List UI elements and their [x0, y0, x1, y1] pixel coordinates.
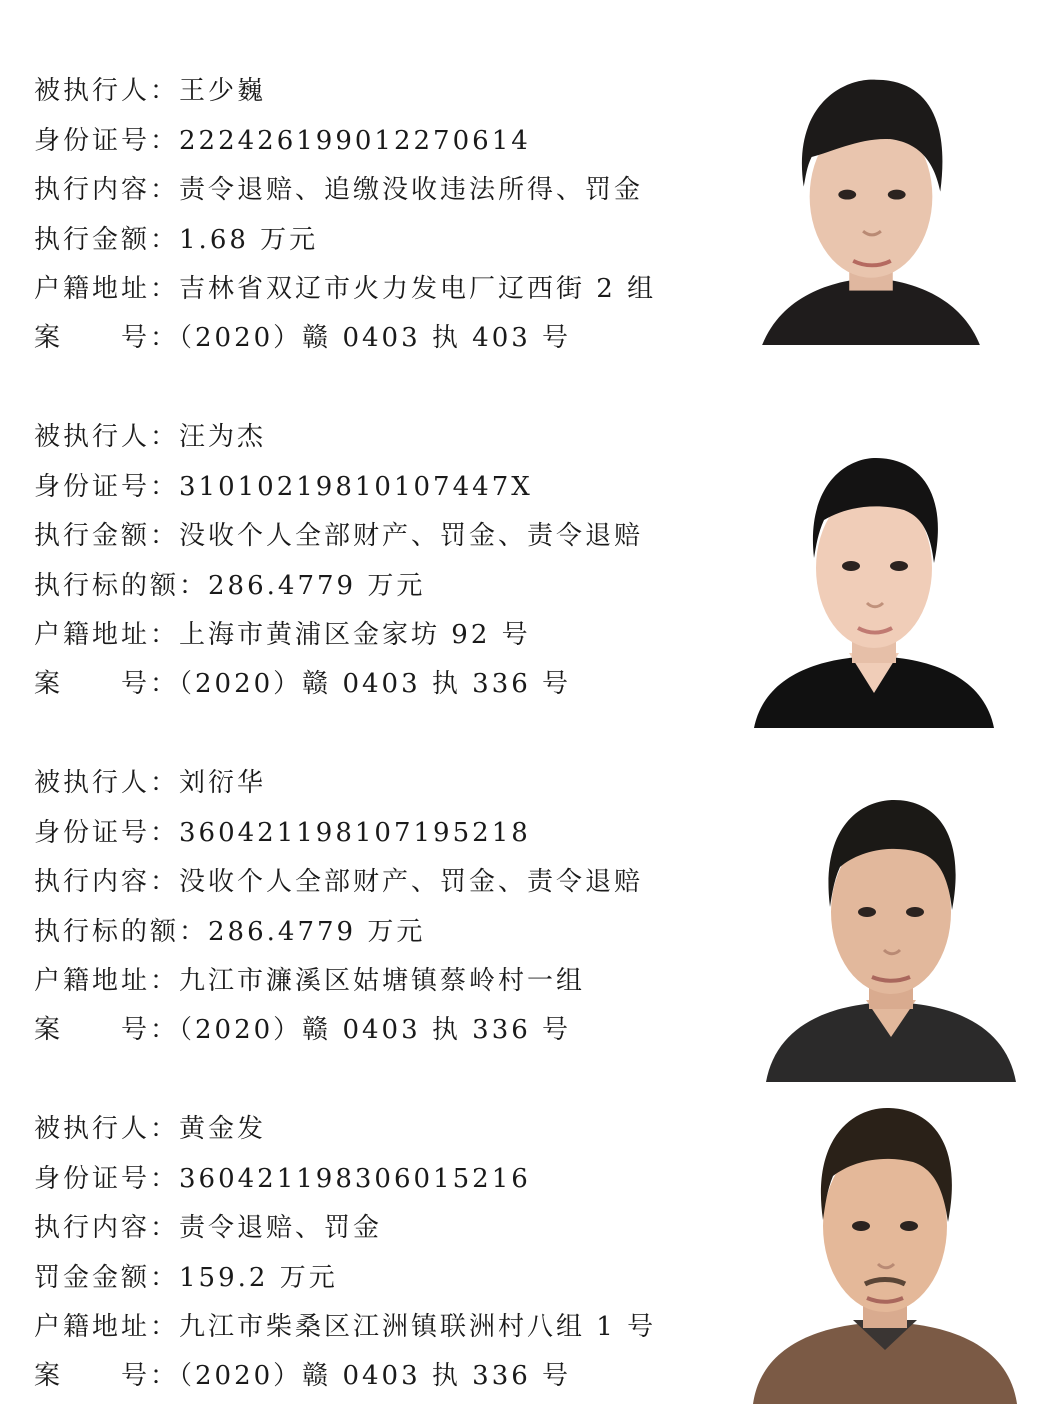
field-content: 执行内容：没收个人全部财产、罚金、责令退赔 [34, 867, 644, 897]
field-id-number: 身份证号：31010219810107447X [34, 472, 533, 502]
field-name: 被执行人：刘衍华 [34, 768, 267, 798]
field-amount: 执行金额：没收个人全部财产、罚金、责令退赔 [34, 521, 644, 551]
field-id-number: 身份证号：360421198107195218 [34, 818, 531, 848]
field-amount: 执行金额：1.68 万元 [34, 225, 319, 255]
field-address: 户籍地址：九江市柴桑区江洲镇联洲村八组 1 号 [34, 1312, 657, 1342]
field-fine-amount: 罚金金额：159.2 万元 [34, 1263, 338, 1293]
field-case-number: 案 号：（2020）赣 0403 执 336 号 [34, 1015, 572, 1045]
field-case-number: 案 号：（2020）赣 0403 执 403 号 [34, 323, 572, 353]
field-address: 户籍地址：九江市濂溪区姑塘镇蔡岭村一组 [34, 966, 586, 996]
field-name: 被执行人：汪为杰 [34, 422, 267, 452]
field-name: 被执行人：王少巍 [34, 76, 267, 106]
field-address: 户籍地址：上海市黄浦区金家坊 92 号 [34, 620, 531, 650]
field-case-number: 案 号：（2020）赣 0403 执 336 号 [34, 669, 572, 699]
portrait-photo-icon [753, 438, 995, 728]
field-target-amount: 执行标的额：286.4779 万元 [34, 571, 426, 601]
field-name: 被执行人：黄金发 [34, 1114, 267, 1144]
portrait-photo-icon [750, 58, 992, 345]
field-id-number: 身份证号：222426199012270614 [34, 126, 531, 156]
portrait-photo-1 [750, 58, 992, 345]
portrait-photo-icon [753, 1088, 1017, 1404]
field-address: 户籍地址：吉林省双辽市火力发电厂辽西街 2 组 [34, 274, 657, 304]
portrait-photo-icon [765, 782, 1017, 1082]
field-target-amount: 执行标的额：286.4779 万元 [34, 917, 426, 947]
portrait-photo-4 [753, 1088, 1017, 1404]
field-case-number: 案 号：（2020）赣 0403 执 336 号 [34, 1361, 572, 1391]
field-content: 执行内容：责令退赔、追缴没收违法所得、罚金 [34, 175, 644, 205]
portrait-photo-3 [765, 782, 1017, 1082]
portrait-photo-2 [753, 438, 995, 728]
field-content: 执行内容：责令退赔、罚金 [34, 1213, 383, 1243]
field-id-number: 身份证号：360421198306015216 [34, 1164, 531, 1194]
